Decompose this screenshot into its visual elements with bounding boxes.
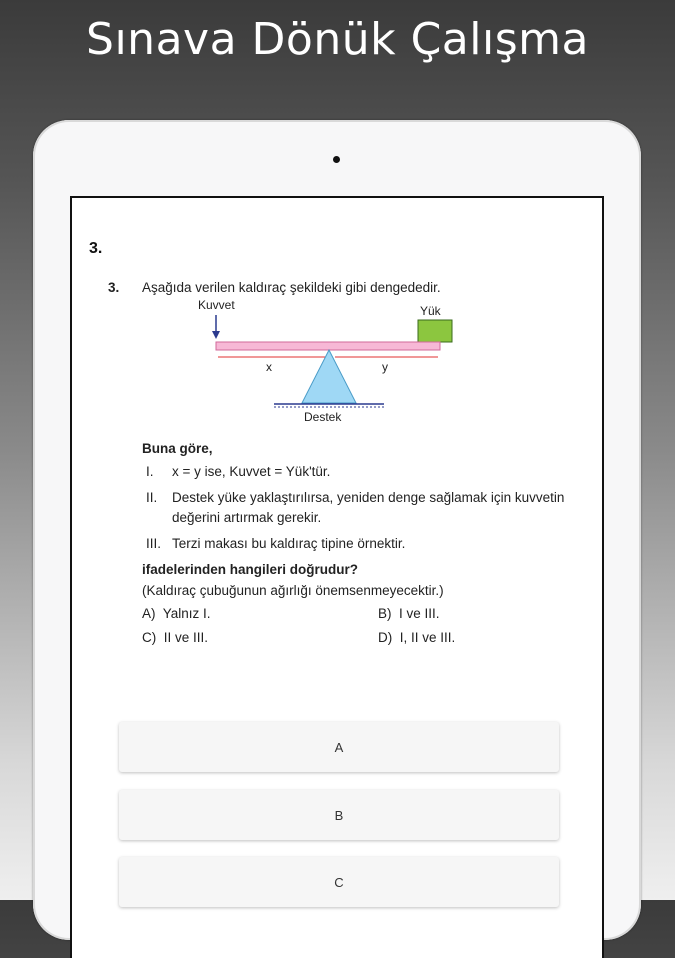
option-a [142,606,378,621]
statement-text: Terzi makası bu kaldıraç tipine örnektir. [172,536,406,551]
option-text: Yalnız I. [162,606,211,621]
option-letter: D) [378,630,393,645]
option-text: I, II ve III. [399,630,456,645]
note-text: (Kaldıraç çubuğunun ağırlığı önemsenmeyecektir.) [142,583,444,598]
y-label: y [382,360,388,374]
answer-button-c[interactable]: C [119,857,559,907]
lever-beam [216,342,440,350]
lever-figure [198,295,588,435]
question-stem: Aşağıda verilen kaldıraç şekildeki gibi dengededir. [142,280,441,295]
lever-diagram [198,295,458,435]
load-label: Yük [420,304,441,318]
tablet-frame [33,120,641,940]
option-b [378,606,614,621]
statement-text: x = y ise, Kuvvet = Yük'tür. [172,464,331,479]
option-text: I ve III. [399,606,440,621]
statement-text: Destek yüke yaklaştırılırsa, yeniden denge sağlamak için kuvvetin değerini artırmak gerekir. [172,490,565,525]
statement [146,488,588,528]
option-letter: B) [378,606,392,621]
fulcrum [302,350,356,403]
option-letter: C) [142,630,157,645]
option-letter: A) [142,606,156,621]
options-grid [142,606,588,645]
roman-numeral: III. [146,536,162,551]
answer-button-a[interactable]: A [119,722,559,772]
roman-numeral: II. [146,490,158,505]
lead-text: Buna göre, [142,441,213,456]
statement [146,462,588,482]
arrow-head-icon [212,331,220,339]
option-d [378,630,614,645]
answer-button-b[interactable]: B [119,790,559,840]
statement [146,534,588,554]
question-number: 3. [89,240,103,257]
option-c [142,630,378,645]
load-block [418,320,452,342]
support-label: Destek [304,410,342,424]
inner-number: 3. [108,280,120,295]
question-image [108,280,588,645]
option-text: II ve III. [163,630,209,645]
force-label: Kuvvet [198,298,235,312]
ask-text: ifadelerinden hangileri doğrudur? [142,562,359,577]
tablet-screen [70,196,604,958]
x-label: x [266,360,272,374]
camera-dot [333,156,340,163]
roman-numeral: I. [146,464,154,479]
headline: Sınava Dönük Çalışma [86,14,589,65]
